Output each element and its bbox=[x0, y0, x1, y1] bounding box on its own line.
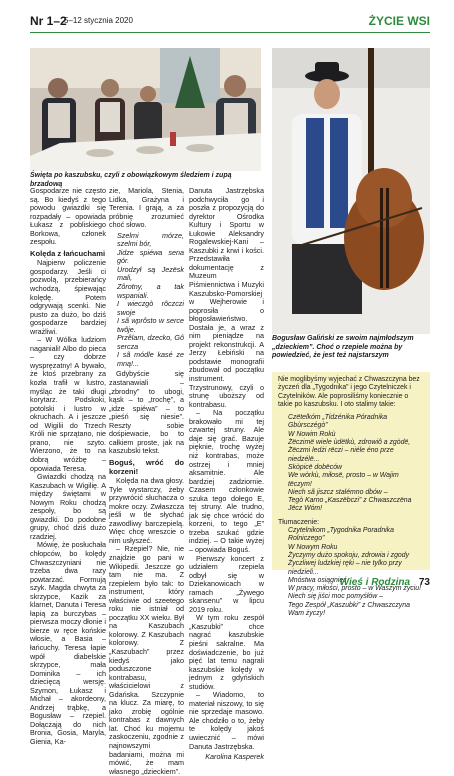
translation-title: Tłumaczenie: bbox=[278, 518, 319, 526]
page-number: 73 bbox=[418, 577, 430, 588]
page-header bbox=[0, 0, 454, 34]
paragraph: Gospodarze nie często są. Bo kiedyś z tego powodu gwiazdki się rozpadały – opowiada Łukasz z pobliskiego Borkowa, członek zespołu. bbox=[30, 186, 106, 247]
greeting-line: We wòrkù, miłosë, prosto – w Wajim tëczym! bbox=[288, 472, 399, 488]
issue-number: Nr 1–2 bbox=[30, 14, 67, 28]
greetings-kashubian bbox=[278, 414, 424, 514]
paragraph: – Na początku brakowało mi tej czwartej struny. Ale daje się grać. Bazuje pięknie, trochę wyżej niż kontrabas, może ostrzej i mniej aksamitnie. Ale bardziej zadziornie. Czasem członkowie szuka tego dołego E, tej struny. Ale trudno, jak się chce wrócić do korzeni, to tego „E” trzeba szukać gdzie indziej. – O takie wyżej – opowiada Boguś. bbox=[189, 408, 264, 554]
greetings-polish bbox=[278, 527, 424, 618]
paragraph: Mówię, że posłuchała chłopców, bo kolędy Chwaszczyniani nie trzeba dwa razy powtarzać. Formują szyk. Magda chwyta za skrzypce, Kazik za klarnet, Danuta i Teresa łapią za burczybas – pierwsza moczy dłonie i bierze w ręce końskie włosie, a Basia – łańcuchy. Teresa łapie wpół diabelskie skrzypce, mała Dominika – ich dziecięcą wersję. Szymon, Łukasz i Michał – akordeony, Andrzej trąbkę, a Bogusław – rzepiel. Dołączają do nich Bronia, Gosia, Maryla, Gienia, Ka- bbox=[30, 540, 106, 746]
paragraph: – W Wólka ludziom naganiali! Albo do pieca – czy dobrze wyspręzatny! A bywało, że ktoś przebrany za kozła trafił w lustro, myśląc że taki długi korytarz. Podskoki, potolski i lustro w okruchach. A i jeszcze od Wigilii do Trzech Króli nie sprzątano, nie prano, nie szyto. Wierzono, że to na dobrą wróżbę – opowiada Teresa. bbox=[30, 335, 106, 473]
caption-photo-2: Bogusław Galiński ze swoim najmłodszym „dzieckiem”. Choć o rzepiele można by powiedzieć, że jest też najstarszym bbox=[272, 335, 414, 359]
greeting-line: Żëczmi ledżi rëczi – niéle éno prze niedzélë... bbox=[288, 447, 394, 463]
verse-line: Szelmi mórze, szelmi bór, bbox=[117, 230, 184, 249]
greeting-line: Tego Zespół „Kaszubki” z Chwaszczyna Wam życzy! bbox=[288, 601, 410, 618]
page-footer bbox=[340, 577, 430, 588]
greeting-line: Mnóstwa osiągnięć bbox=[288, 576, 347, 584]
greeting-line: Żëczimë wiele ùdëtkù, zdrowiô a zgòdë, bbox=[288, 439, 411, 447]
verse-line: Urodzył są Jezësk mali, bbox=[117, 264, 184, 283]
caption-photo-1: Święta po kaszubsku, czyli z obowiązkowym śledziem i zupą brzadową bbox=[30, 172, 232, 188]
greeting-line: Skòpicë dobëców bbox=[288, 463, 343, 471]
photo-musician-rzepiel bbox=[272, 48, 430, 334]
greeting-line: Niech sã jiszcz stalémno dbów – bbox=[288, 488, 388, 496]
verse-line: Jidze spiéwa sena gór. bbox=[117, 247, 184, 266]
paragraph: Gwiazdki chodzą na Kaszubach w Wigilię. A między świętami w Nowym Roku chodzą zespoły, bo są gwiazdki. Do podobne grupy, choć dziś dużo rzadziej. bbox=[30, 472, 106, 541]
greeting-line: W Nowim Rokù bbox=[288, 430, 336, 438]
greeting-line: Czëtelkóm „Tidzénika Póradnika Gbùrsczégò” bbox=[288, 414, 388, 430]
verse-line: Przêlam, dzecko, Gô sercza bbox=[117, 333, 184, 351]
verse-line: I wieczgò rôczczi swoje bbox=[117, 299, 184, 317]
greetings-intro: Nie moglibyśmy wyjechać z Chwaszczyna bez życzeń dla „Tygodnika” i jego Czytelniczek i Czytelników. Ale poprosiliśmy koniecznie o takie po kaszubsku. I oto stalimy takie: bbox=[278, 376, 420, 408]
paragraph: W tym roku zespół „Kaszubki” chce nagrać kaszubskie pieśni sakralne. Ma doświadczenie, bo już pięć lat temu nagrali kaszubskie kolędy w jednym z gdyńskich studiów. bbox=[189, 613, 264, 691]
article-column-1 bbox=[30, 186, 106, 746]
paragraph: Najpierw policzenie gospodarzy. Jeśli ci pozwolą, przebierańcy wchodzą, śpiewając kolędę. Potem odgrywają scenki. Nie pusto za dużo, bo dziś gospodarze bardziej wrażliwi. bbox=[30, 258, 106, 336]
verse-line: I sã wprôsto w serce twôje. bbox=[117, 316, 184, 334]
greeting-line: Życzliwej ludzkiej ręki – nie tylko przy niedzieli... bbox=[288, 560, 402, 576]
greeting-line: Życzymy dużo spokoju, zdrowia i zgody bbox=[288, 551, 410, 559]
article-column-2 bbox=[109, 186, 184, 776]
greeting-line: W pracy, miłości, prosto – w Waszym życiu! bbox=[288, 585, 421, 593]
paragraph: Danuta Jastrzębska podchwyciła go i poszła z propozycją do dyrektor Ośrodka Kultury i Sportu w Łukowie Aleksandry Rogalewskiej-Kani – Kaszubki z krwi i kości. Przedstawiła dokumentację z Muzeum Piśmiennictwa i Muzyki Kaszubsko-Pomorskiej w Wejherowie i poprosiła o błogosławieństwo. Dostała je, a wraz z nim pieniądze na projekt rekonstrukcji. A Jerzy Łebiński na podstawie monografii zbudował od początku instrument. Trzystrunowy, czyli o strunę uboższy od kontrabasu. bbox=[189, 186, 264, 409]
greeting-line: Tegò Karno „Kaszëbczi” z Chwaszczëna Jëcz Wóm! bbox=[288, 497, 412, 513]
photo-christmas-table bbox=[30, 48, 261, 171]
greeting-line: Niech się jiści moc pomyśłów – bbox=[288, 593, 383, 601]
subheading: Kolęda z łańcuchami bbox=[30, 248, 106, 258]
paragraph: – Rzepiel? Nie, nie znajdzie go pani w Wikipedii. Jeszcze go tam nie ma. Z rzepielem było tak: to instrument, który właściwie od szeetego roku nie istniał od początku XX wieku. Był na Kaszubach kolorowy. Z Kaszubach kolorowy. Z „Kaszubach” przez kiedyś jako poduszczone kontrabasu, właścicielowi z Gdańska. Szczypnie na klucz. Za miarę, to jako zrobię ogólnie kontrabas z dawnych lat. Choć ku mojemu zaskoczeniu, zgodnie z najnowszymi badaniami, można mi mówić, że mam własnego „dzieckiem”. bbox=[109, 544, 184, 776]
verse-line: I sã módle kasé ze mną!... bbox=[117, 350, 184, 368]
greeting-line: Czytelnikom „Tygodnika Poradnika Rolniczego” bbox=[288, 527, 394, 543]
publication-name: Wieś i Rodzina bbox=[339, 577, 411, 588]
verse bbox=[109, 232, 184, 369]
greeting-line: W Nowym Roku bbox=[288, 543, 338, 551]
paragraph: zie, Mariola, Stenia, Lidka, Grażyna i Terenia. I grają, a za próbnię zrozumieć choć słowo. bbox=[109, 186, 184, 230]
article-author: Karolina Kasperek bbox=[205, 752, 264, 762]
verse-line: Zôrotny, a tak wspaniali. bbox=[117, 282, 184, 300]
issue-date: 5–12 stycznia 2020 bbox=[64, 16, 133, 25]
paragraph: Gdybyście się zastanawiali – „zbrodny” to ubogi, kąsk – to „trochę”, a „idze spiéwa” – to „pieśń się niesie”. Reszty sobie dośpiewacie, bo to całkiem proste, jak na kaszubski tekst. bbox=[109, 369, 184, 456]
article-column-3 bbox=[189, 186, 264, 762]
paragraph: – Wiadomo, to materiał niszowy, to się nie sprzedaje masowo. Ale chodziło o to, żeby te kolędy jakoś uwiecznić – mówi Danuta Jastrzębska. bbox=[189, 690, 264, 751]
subheading: Boguś, wróć do korzeni! bbox=[109, 457, 184, 476]
header-rule bbox=[30, 32, 430, 33]
paragraph: Pierwszy koncert z udziałem rzepiela odbył się w Dziekanowicach w ramach „Żywego skansenu” w lipcu 2019 roku. bbox=[189, 553, 264, 614]
section-title: ŻYCIE WSI bbox=[368, 14, 430, 28]
paragraph: Kolęda na dwa głosy. Tyle wystarczy, żeby przywrócić słuchacza o mokre oczy. Zwłaszcza jeśli w tle słychać zawodliwy barczepielą. Więc chcę wreszcie o nim usłyszeć. bbox=[109, 476, 184, 545]
